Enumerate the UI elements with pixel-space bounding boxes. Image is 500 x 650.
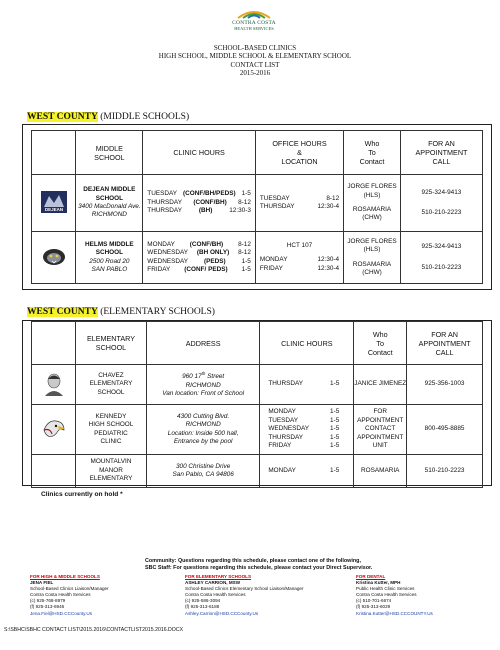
helms-contact: JORGE FLORES (HLS) ROSAMARIA (CHW): [344, 232, 401, 284]
mountalvin-address: 300 Christine Drive San Pablo, CA 94806: [146, 455, 259, 488]
kennedy-phone: 800-495-8885: [407, 405, 483, 455]
elementary-header-appt: FOR AN APPOINTMENT CALL: [407, 322, 483, 365]
chavez-clinic-hours: THURSDAY 1-5: [260, 365, 354, 405]
kennedy-clinic-hours: MONDAY 1-5 TUESDAY 1-5 WEDNESDAY 1-5 THURSDAY 1-5 FRIDAY 1-5: [260, 405, 354, 455]
community-line-1: Community: Questions regarding this schedule, please contact one of the following,: [145, 558, 361, 564]
chavez-address: 960 17th Street RICHMOND Van location: Front of School: [146, 365, 259, 405]
helms-clinic-hours: MONDAY (CONF/BH) 8-12 WEDNESDAY (BH ONLY) 8-12 WEDNESDAY (PEDS) 1-5 FRIDAY (CONF/ PEDS) 1-5: [143, 232, 256, 284]
chavez-phone: 925-356-1003: [407, 365, 483, 405]
header-line-2: HIGH SCHOOL, MIDDLE SCHOOL & ELEMENTARY SCHOOL: [158, 52, 352, 61]
middle-section-title: [27, 112, 189, 122]
kennedy-contact: FOR APPOINTMENT CONTACT APPOINTMENT UNIT: [354, 405, 407, 455]
header-line-1: SCHOOL-BASED CLINICS: [213, 44, 297, 52]
table-row: [32, 175, 483, 232]
elementary-schools-box: [22, 320, 492, 486]
middle-header-row: [32, 131, 483, 175]
helms-office-hours: HCT 107 MONDAY 12:30-4 FRIDAY 12:30-4: [255, 232, 343, 284]
helms-phone: 925-324-9413 510-210-2223: [400, 232, 482, 284]
document-header: [120, 44, 390, 78]
org-name-line2: HEALTH SERVICES: [234, 26, 274, 31]
header-line-3: CONTACT LIST: [230, 60, 280, 69]
mountalvin-school-cell: MOUNTALVIN MANOR ELEMENTARY: [76, 455, 147, 488]
middle-header-clinic: CLINIC HOURS: [143, 131, 256, 175]
clinics-on-hold-note: Clinics currently on hold *: [41, 491, 123, 498]
contra-costa-logo: [224, 4, 284, 42]
dejean-office-hours: TUESDAY 8-12 THURSDAY 12:30-4: [255, 175, 343, 232]
panther-mascot-icon: [41, 247, 67, 267]
file-path: S:\SBHC\SBHC CONTACT LIST\2015.2016\CONTACTLIST2015.2016.DOCX: [4, 627, 184, 633]
middle-header-school: MIDDLE SCHOOL: [76, 131, 143, 175]
helms-logo-cell: [32, 232, 76, 284]
mountalvin-phone: 510-210-2223: [407, 455, 483, 488]
middle-schools-table: [31, 130, 483, 284]
table-row: [32, 455, 483, 488]
dejean-logo-text: DEJEAN: [44, 207, 63, 212]
middle-schools-box: [22, 124, 492, 290]
table-row: [32, 405, 483, 455]
kennedy-address: 4300 Cutting Blvd. RICHMOND Location: Inside 500 hall, Entrance by the pool: [146, 405, 259, 455]
eagle-mascot-icon: [42, 418, 66, 440]
elementary-header-school: ELEMENTARY SCHOOL: [76, 322, 147, 365]
elementary-header-address: ADDRESS: [146, 322, 259, 365]
contact-email-link[interactable]: Jena.Fiel@HSD.CCCounty.Us: [30, 610, 93, 616]
kennedy-school-cell: KENNEDY HIGH SCHOOL PEDIATRIC CLINIC: [76, 405, 147, 455]
middle-header-who: Who To Contact: [344, 131, 401, 175]
dejean-contact: JORGE FLORES (HLS) ROSAMARIA (CHW): [344, 175, 401, 232]
mountalvin-contact: ROSAMARIA: [354, 455, 407, 488]
chavez-school-cell: CHAVEZ ELEMENTARY SCHOOL: [76, 365, 147, 405]
middle-section-region: WEST COUNTY: [27, 112, 98, 122]
portrait-icon: [43, 372, 65, 396]
elementary-section-title: [27, 307, 215, 317]
middle-header-office: OFFICE HOURS & LOCATION: [255, 131, 343, 175]
elementary-schools-table: [31, 321, 483, 488]
chavez-contact: JANICE JIMENEZ: [354, 365, 407, 405]
middle-header-appt: FOR AN APPOINTMENT CALL: [400, 131, 482, 175]
community-note: [145, 558, 435, 572]
mountalvin-clinic-hours: MONDAY 1-5: [260, 455, 354, 488]
kennedy-logo-cell: [32, 405, 76, 455]
table-row: [32, 232, 483, 284]
dejean-phone: 925-324-9413 510-210-2223: [400, 175, 482, 232]
contact-dental: FOR DENTAL Kristina Kutter, MPH Public Health Clinic Services Contra Costa Health Services (c) 510-701-6674 (f) 925-313-6029 Kristina.Kutter@HSD.CCCOUNTY.Us: [356, 574, 433, 616]
elementary-header-clinic: CLINIC HOURS: [260, 322, 354, 365]
elementary-header-who: Who To Contact: [354, 322, 407, 365]
community-line-2: SBC Staff: For questions regarding this schedule, please contact your Direct Supervisor.: [145, 564, 373, 571]
middle-section-subtitle: (MIDDLE SCHOOLS): [97, 112, 190, 122]
helms-office-location: HCT 107: [286, 241, 313, 249]
middle-header-logo: [32, 131, 76, 175]
elementary-section-region: WEST COUNTY: [27, 307, 98, 317]
dejean-school-cell: DEJEAN MIDDLE SCHOOL 3400 MacDonald Ave. RICHMOND: [76, 175, 143, 232]
sunrise-logo-icon: [234, 4, 274, 20]
chavez-logo-cell: [32, 365, 76, 405]
table-row: [32, 365, 483, 405]
contact-email-link[interactable]: Ashley.Carrion@HSD.CCCounty.Us: [185, 610, 259, 616]
mountalvin-logo-cell: [32, 455, 76, 488]
dejean-logo-cell: [32, 175, 76, 232]
elementary-section-subtitle: (ELEMENTARY SCHOOLS): [97, 307, 215, 317]
contact-high-middle: FOR HIGH & MIDDLE SCHOOLS JENA FIEL School-Based Clinics Liaison/Manager Contra Costa Health Services (c) 925-768-8979 (f) 925-313-6946 Jena.Fiel@HSD.CCCounty.Us: [30, 574, 109, 616]
dejean-mascot-icon: [41, 191, 67, 213]
contact-email-link[interactable]: Kristina.Kutter@HSD.CCCOUNTY.Us: [356, 610, 433, 616]
dejean-clinic-hours: TUESDAY (CONF/BH/PEDS) 1-5 THURSDAY (CONF/BH) 8-12 THURSDAY (BH) 12:30-3: [143, 175, 256, 232]
org-name-line1: CONTRA COSTA: [232, 20, 276, 26]
elementary-header-row: [32, 322, 483, 365]
helms-school-cell: HELMS MIDDLE SCHOOL 2500 Road 20 SAN PABLO: [76, 232, 143, 284]
contact-elementary: FOR ELEMENTARY SCHOOLS ASHLEY CARRION, MSW School-Based Clinics Elementary School Liaison/Manager Contra Costa Health Services (c) 925-586-3094 (f) 925-313-6188 Ashley.Carrion@HSD.CCCounty.Us: [185, 574, 304, 616]
header-line-4: 2015-2016: [239, 69, 271, 78]
elementary-header-logo: [32, 322, 76, 365]
